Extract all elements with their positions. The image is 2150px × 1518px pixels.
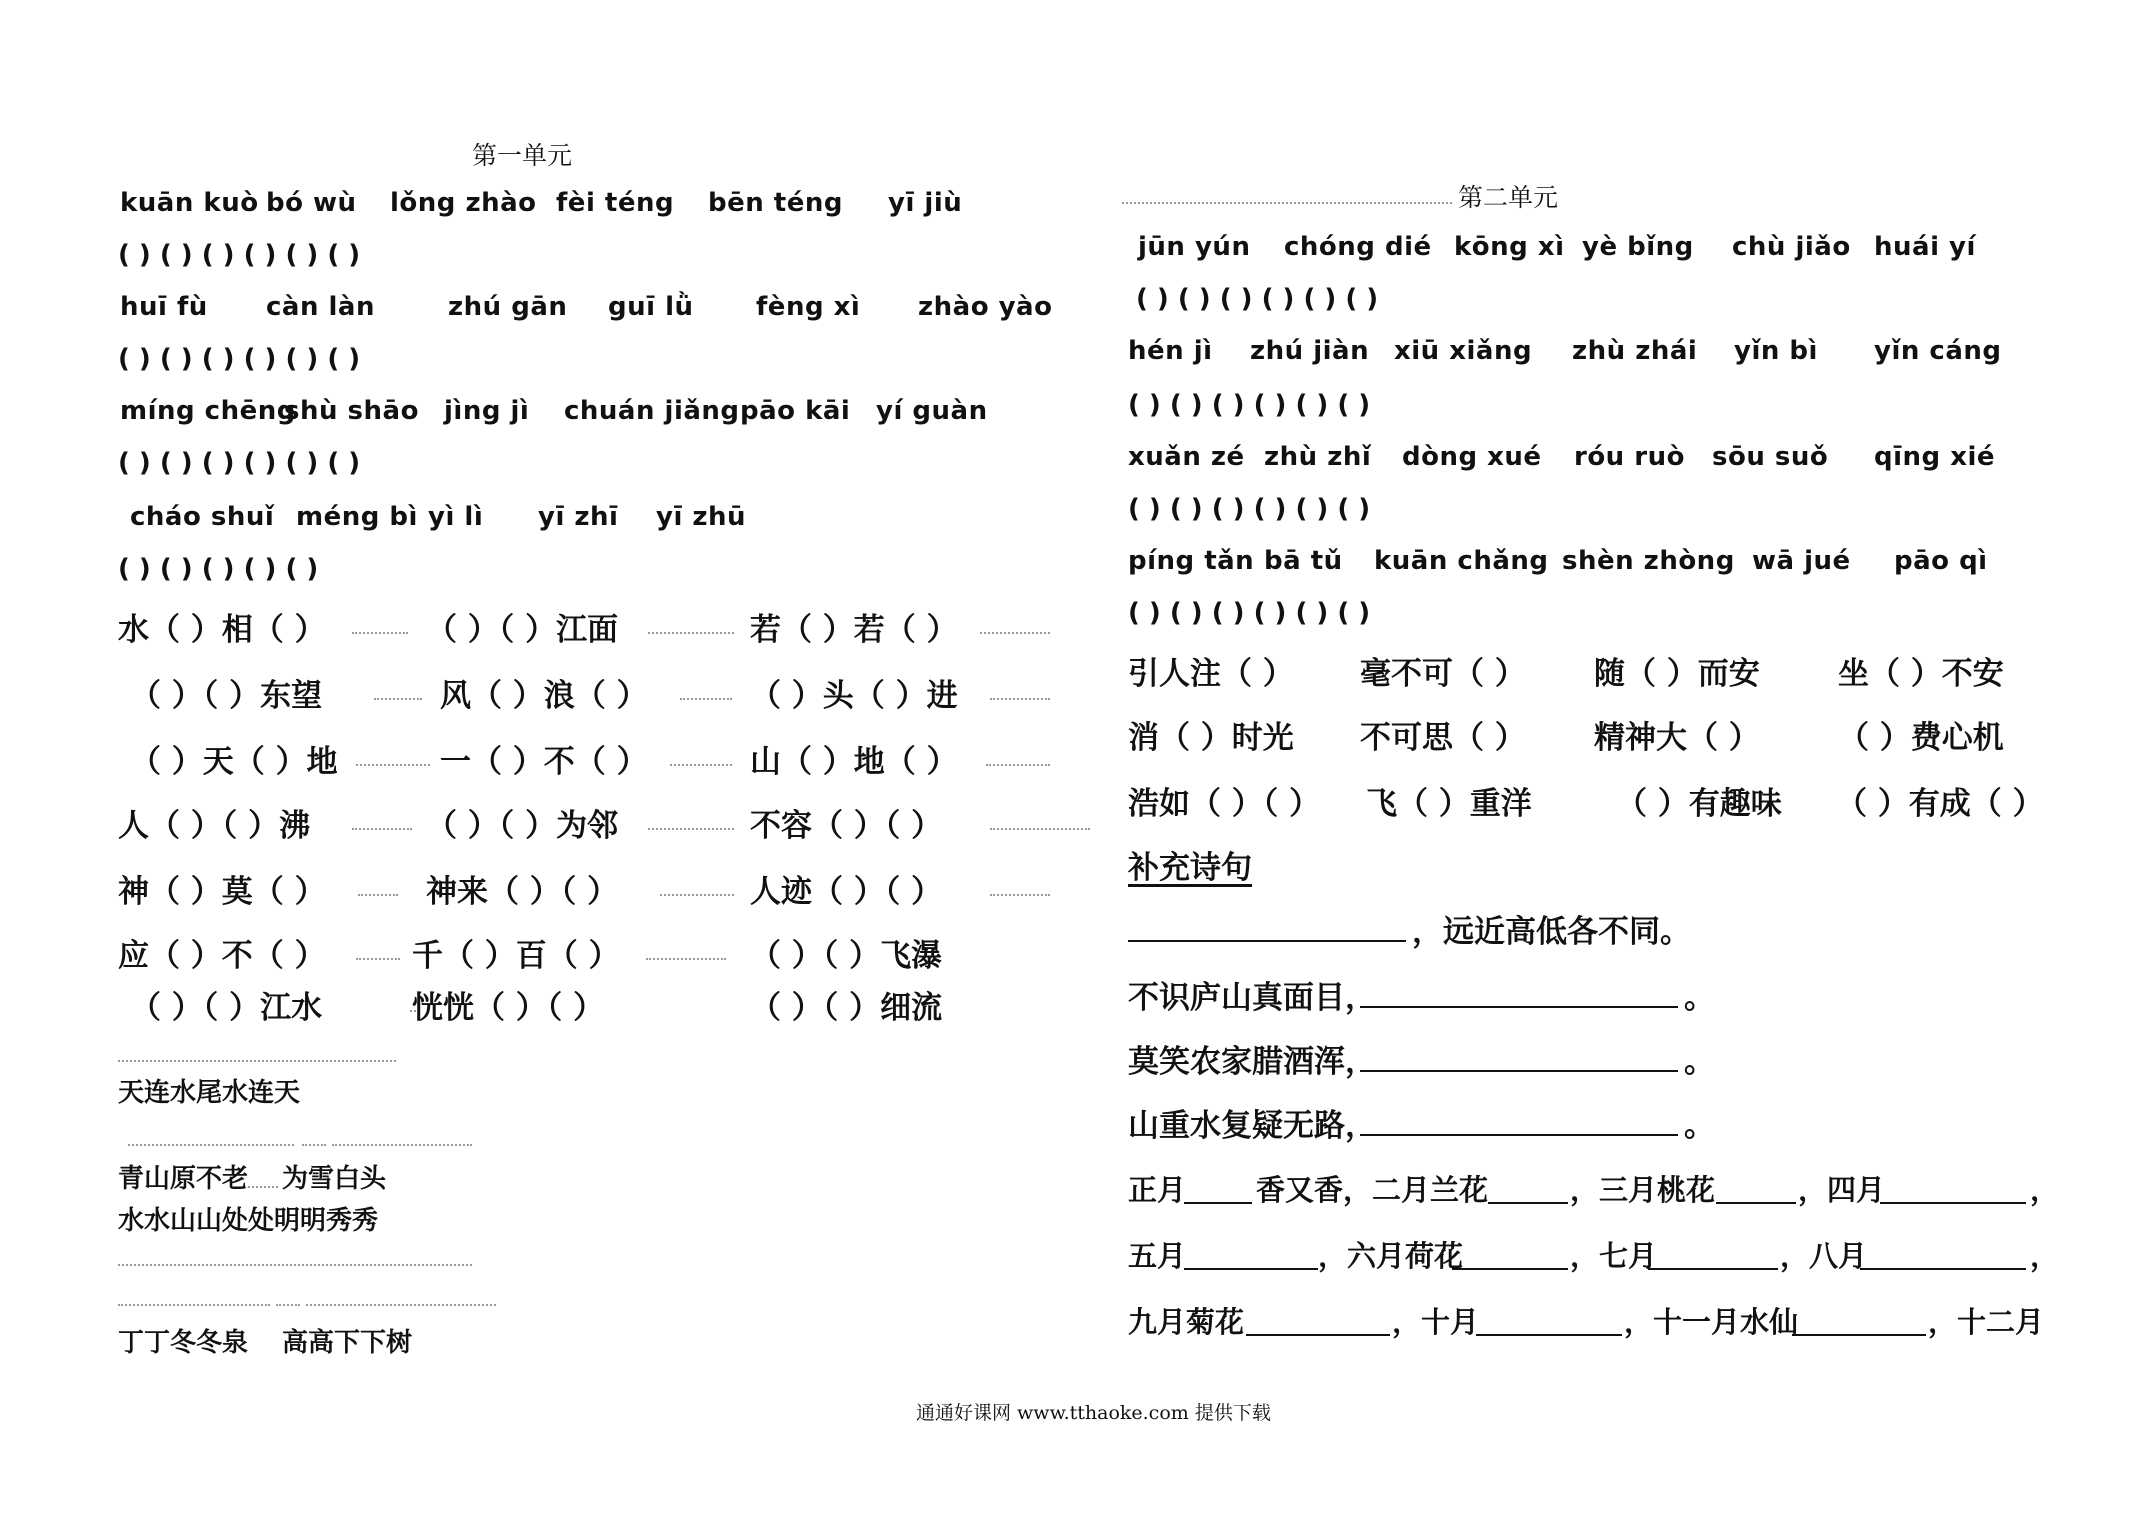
pinyin: yǐn cáng — [1874, 336, 2002, 366]
poem-period: 。 — [1684, 980, 1715, 1016]
pinyin: méng bì — [296, 502, 418, 532]
idiom-blank: （ ）（ ）为邻 — [426, 808, 619, 844]
pinyin: jūn yún — [1138, 232, 1251, 262]
answer-blank[interactable] — [1128, 940, 1406, 942]
pinyin: dòng xué — [1402, 442, 1542, 472]
dotted-line — [352, 632, 408, 634]
dotted-line — [648, 632, 734, 634]
poem-line: 不识庐山真面目， — [1128, 980, 1376, 1016]
pinyin: xuǎn zé — [1128, 442, 1245, 472]
idiom-blank: （ ）头（ ）进 — [750, 678, 958, 714]
idiom-blank: （ ）费心机 — [1838, 720, 2004, 756]
pinyin: lǒng zhào — [390, 188, 537, 218]
pinyin: yè bǐng — [1582, 232, 1694, 262]
pinyin: hén jì — [1128, 336, 1213, 366]
poem-blank-line — [128, 1144, 294, 1146]
pinyin: yì lì — [428, 502, 484, 532]
pinyin: kōng xì — [1454, 232, 1565, 262]
pinyin: kuān chǎng — [1374, 546, 1549, 576]
idiom-blank: 风（ ）浪（ ） — [440, 678, 648, 714]
pinyin: shèn zhòng — [1562, 546, 1735, 576]
pinyin: zhù zhái — [1572, 336, 1698, 366]
dotted-line — [980, 632, 1050, 634]
dotted-line — [358, 894, 398, 896]
idiom-blank: 一（ ）不（ ） — [440, 744, 648, 780]
pinyin: bó wù — [266, 188, 357, 218]
dotted-line — [990, 894, 1050, 896]
pinyin: càn làn — [266, 292, 375, 322]
pinyin: qīng xié — [1874, 442, 1996, 472]
poem-line: 丁丁冬冬泉 — [118, 1328, 249, 1358]
pinyin: wā jué — [1752, 546, 1851, 576]
dotted-line — [660, 894, 734, 896]
dotted-line — [374, 698, 422, 700]
idiom-blank: 山（ ）地（ ） — [750, 744, 958, 780]
poem-text: ，十月 — [1392, 1305, 1480, 1339]
pinyin: huī fù — [120, 292, 208, 322]
pinyin: bā tǔ — [1264, 546, 1343, 576]
idiom-blank: （ ）（ ）东望 — [130, 678, 323, 714]
idiom-blank: 飞（ ）重洋 — [1366, 786, 1532, 822]
answer-blank[interactable] — [1360, 1070, 1678, 1072]
pinyin: yǐn bì — [1734, 336, 1818, 366]
answer-blank[interactable] — [1360, 1006, 1678, 1008]
pinyin: yī zhū — [656, 502, 747, 532]
pinyin: chóng dié — [1284, 232, 1432, 262]
answer-brackets: ( ) ( ) ( ) ( ) ( ) ( ) — [1128, 390, 1371, 420]
idiom-blank: 人迹（ ）（ ） — [750, 874, 943, 910]
poem-line: 青山原不老 — [118, 1164, 249, 1194]
poem-text: ，十一月水仙 — [1624, 1305, 1799, 1339]
pinyin: yí guàn — [876, 396, 988, 426]
answer-blank[interactable] — [1184, 1202, 1252, 1204]
dotted-line — [680, 698, 732, 700]
answer-blank[interactable] — [1792, 1334, 1926, 1336]
poem-text: ， — [2030, 1173, 2060, 1207]
poem-line: 山重水复疑无路， — [1128, 1108, 1376, 1144]
poem-blank-line — [118, 1304, 270, 1306]
poem-line: 为雪白头 — [282, 1164, 387, 1194]
idiom-blank: 人（ ）（ ）沸 — [118, 808, 311, 844]
idiom-blank: 神（ ）莫（ ） — [118, 874, 326, 910]
pinyin: chuán jiǎng — [564, 396, 740, 426]
poem-text: ，六月荷花 — [1318, 1239, 1464, 1273]
idiom-blank: 随（ ）而安 — [1594, 656, 1760, 692]
idiom-blank: （ ）（ ）飞瀑 — [750, 938, 943, 974]
idiom-blank: 应（ ）不（ ） — [118, 938, 326, 974]
idiom-blank: （ ）有趣味 — [1616, 786, 1782, 822]
pinyin: fèi téng — [556, 188, 675, 218]
answer-blank[interactable] — [1184, 1268, 1318, 1270]
answer-blank[interactable] — [1246, 1334, 1390, 1336]
pinyin: zhú gān — [448, 292, 568, 322]
poem-text: ，八月 — [1780, 1239, 1868, 1273]
idiom-blank: 若（ ）若（ ） — [750, 612, 958, 648]
pinyin: zhào yào — [918, 292, 1053, 322]
poem-blank-line — [118, 1060, 396, 1062]
poem-text: ，七月 — [1570, 1239, 1658, 1273]
idiom-blank: 千（ ）百（ ） — [412, 938, 620, 974]
pinyin: pāo qì — [1894, 546, 1988, 576]
footer-credit: 通通好课网 www.tthaoke.com 提供下载 — [916, 1402, 1271, 1424]
idiom-blank: 不可思（ ） — [1360, 720, 1526, 756]
idiom-blank: （ ）（ ）江面 — [426, 612, 619, 648]
poem-line: 莫笑农家腊酒浑， — [1128, 1044, 1376, 1080]
poem-period: 。 — [1684, 1044, 1715, 1080]
unit-two-title: 第二单元 — [1458, 183, 1559, 212]
answer-blank[interactable] — [1476, 1334, 1622, 1336]
pinyin: míng chēng — [120, 396, 296, 426]
pinyin: jìng jì — [444, 396, 530, 426]
pinyin: píng tǎn — [1128, 546, 1255, 576]
pinyin: xiū xiǎng — [1394, 336, 1533, 366]
answer-blank[interactable] — [1648, 1268, 1778, 1270]
idiom-blank: 精神大（ ） — [1594, 720, 1760, 756]
idiom-blank: 不容（ ）（ ） — [750, 808, 943, 844]
idiom-blank: 引人注（ ） — [1128, 656, 1294, 692]
dotted-line — [1122, 202, 1452, 204]
answer-blank[interactable] — [1452, 1268, 1568, 1270]
answer-brackets: ( ) ( ) ( ) ( ) ( ) ( ) — [118, 344, 361, 374]
pinyin: pāo kāi — [740, 396, 851, 426]
unit-one-title: 第一单元 — [472, 141, 573, 170]
poem-text: ，四月 — [1798, 1173, 1886, 1207]
answer-blank[interactable] — [1716, 1202, 1796, 1204]
poem-blank-line — [306, 1304, 496, 1306]
poem-line: ，远近高低各不同。 — [1412, 914, 1691, 950]
pinyin: zhù zhǐ — [1264, 442, 1372, 472]
answer-blank[interactable] — [1488, 1202, 1568, 1204]
idiom-blank: （ ）天（ ）地 — [130, 744, 338, 780]
answer-brackets: ( ) ( ) ( ) ( ) ( ) ( ) — [1128, 494, 1371, 524]
pinyin: guī lǜ — [608, 292, 694, 322]
idiom-blank: （ ）（ ）细流 — [750, 990, 943, 1026]
idiom-blank: 坐（ ）不安 — [1838, 656, 2004, 692]
dotted-line — [352, 828, 412, 830]
poem-text: ，三月桃花 — [1570, 1173, 1716, 1207]
pinyin: róu ruò — [1574, 442, 1685, 472]
poem-line: 水水山山处处明明秀秀 — [118, 1206, 379, 1236]
dotted-line — [356, 958, 400, 960]
dotted-line — [648, 828, 734, 830]
dotted-line — [646, 958, 726, 960]
answer-brackets: ( ) ( ) ( ) ( ) ( ) ( ) — [118, 448, 361, 478]
pinyin: fèng xì — [756, 292, 861, 322]
pinyin: cháo shuǐ — [130, 502, 275, 532]
idiom-blank: （ ）有成（ ） — [1836, 786, 2044, 822]
pinyin: chù jiǎo — [1732, 232, 1851, 262]
idiom-blank: 消（ ）时光 — [1128, 720, 1294, 756]
poem-blank-line — [302, 1144, 326, 1146]
poem-text: ，十二月 — [1928, 1305, 2045, 1339]
poem-text: 香又香，二月兰花 — [1256, 1173, 1489, 1207]
answer-brackets: ( ) ( ) ( ) ( ) ( ) ( ) — [118, 240, 361, 270]
idiom-blank: 浩如（ ）（ ） — [1128, 786, 1321, 822]
dotted-line — [990, 698, 1050, 700]
answer-blank[interactable] — [1880, 1202, 2026, 1204]
poem-blank-line — [118, 1264, 472, 1266]
pinyin: yī jiù — [888, 188, 963, 218]
poem-text: 五月 — [1128, 1239, 1187, 1273]
dotted-line — [410, 1010, 416, 1012]
poem-text: ， — [2030, 1239, 2060, 1273]
idiom-blank: 恍恍（ ）（ ） — [412, 990, 605, 1026]
poem-text: 正月 — [1128, 1173, 1187, 1207]
pinyin: sōu suǒ — [1712, 442, 1829, 472]
pinyin: yī zhī — [538, 502, 619, 532]
pinyin: huái yí — [1874, 232, 1976, 262]
answer-brackets: ( ) ( ) ( ) ( ) ( ) — [118, 554, 319, 584]
pinyin: kuān kuò — [120, 188, 259, 218]
poem-period: 。 — [1684, 1108, 1715, 1144]
idiom-blank: （ ）（ ）江水 — [130, 990, 323, 1026]
answer-brackets: ( ) ( ) ( ) ( ) ( ) ( ) — [1136, 284, 1379, 314]
poem-blank-line — [332, 1144, 472, 1146]
idiom-blank: 毫不可（ ） — [1360, 656, 1526, 692]
answer-blank[interactable] — [1860, 1268, 2026, 1270]
answer-brackets: ( ) ( ) ( ) ( ) ( ) ( ) — [1128, 598, 1371, 628]
supplement-heading: 补充诗句 — [1128, 850, 1252, 886]
idiom-blank: 神来（ ）（ ） — [426, 874, 619, 910]
poem-blank-line — [248, 1186, 278, 1188]
dotted-line — [670, 764, 732, 766]
pinyin: shù shāo — [284, 396, 419, 426]
dotted-line — [986, 764, 1050, 766]
poem-line: 高高下下树 — [282, 1328, 413, 1358]
poem-text: 九月菊花 — [1128, 1305, 1245, 1339]
poem-line: 天连水尾水连天 — [118, 1078, 301, 1108]
pinyin: bēn téng — [708, 188, 843, 218]
pinyin: zhú jiàn — [1250, 336, 1370, 366]
poem-blank-line — [276, 1304, 300, 1306]
dotted-line — [990, 828, 1090, 830]
answer-blank[interactable] — [1360, 1134, 1678, 1136]
dotted-line — [356, 764, 430, 766]
idiom-blank: 水（ ）相（ ） — [118, 612, 326, 648]
